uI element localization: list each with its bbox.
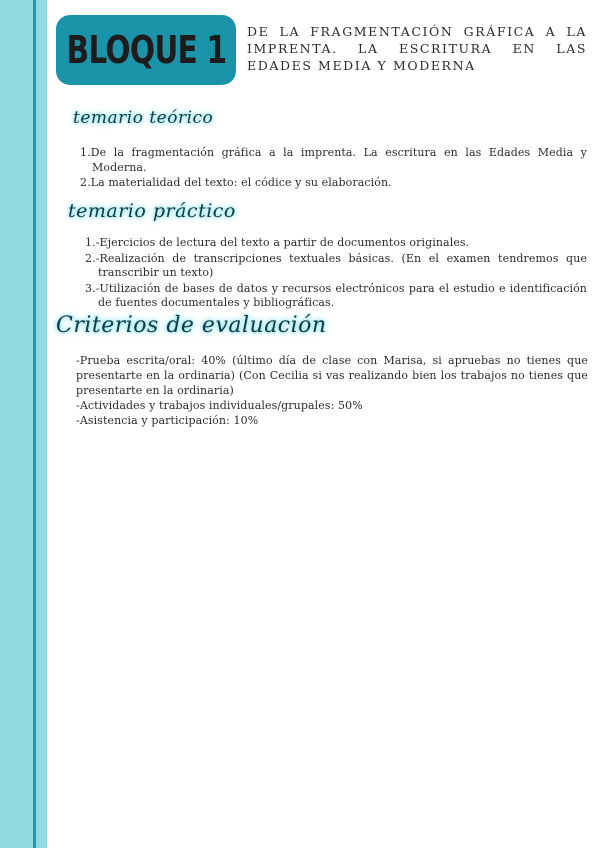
criterion-line: -Asistencia y participación: 10% — [76, 414, 259, 427]
block-title: BLOQUE 1 — [66, 28, 226, 72]
list-item: 1.De la fragmentación gráfica a la imprenta. La escritura en las Edades Media y Moderna. — [80, 146, 587, 174]
sidebar-line — [33, 0, 36, 848]
block-subtitle: DE LA FRAGMENTACIÓN GRÁFICA A LA IMPRENTA. LA ESCRITURA EN LAS EDADES MEDIA Y MODERNA — [247, 24, 587, 73]
theory-heading: temario teórico — [73, 108, 214, 128]
block-title-box — [56, 15, 236, 85]
practice-heading: temario práctico — [68, 200, 236, 222]
evaluation-heading: Criterios de evaluación — [56, 313, 327, 338]
theory-list — [80, 146, 587, 192]
list-item: 3.-Utilización de bases de datos y recursos electrónicos para el estudio e identificación de fuentes documentales y bibliográficas. — [85, 281, 587, 309]
practice-list — [80, 236, 587, 312]
criterion-line: -Prueba escrita/oral: 40% (último día de clase con Marisa, si apruebas no tienes que presentarte en la ordinaria) (Con Cecilia si vas realizando bien los trabajos no tienes que presentarte en la ordinaria) — [76, 354, 588, 397]
criterion-line: -Actividades y trabajos individuales/grupales: 50% — [76, 399, 363, 412]
evaluation-criteria — [76, 353, 588, 428]
sidebar-band — [0, 0, 47, 848]
list-item: 1.-Ejercicios de lectura del texto a partir de documentos originales. — [85, 236, 470, 249]
list-item: 2.-Realización de transcripciones textuales básicas. (En el examen tendremos que transcribir un texto) — [85, 251, 587, 279]
list-item: 2.La materialidad del texto: el códice y su elaboración. — [80, 176, 392, 189]
